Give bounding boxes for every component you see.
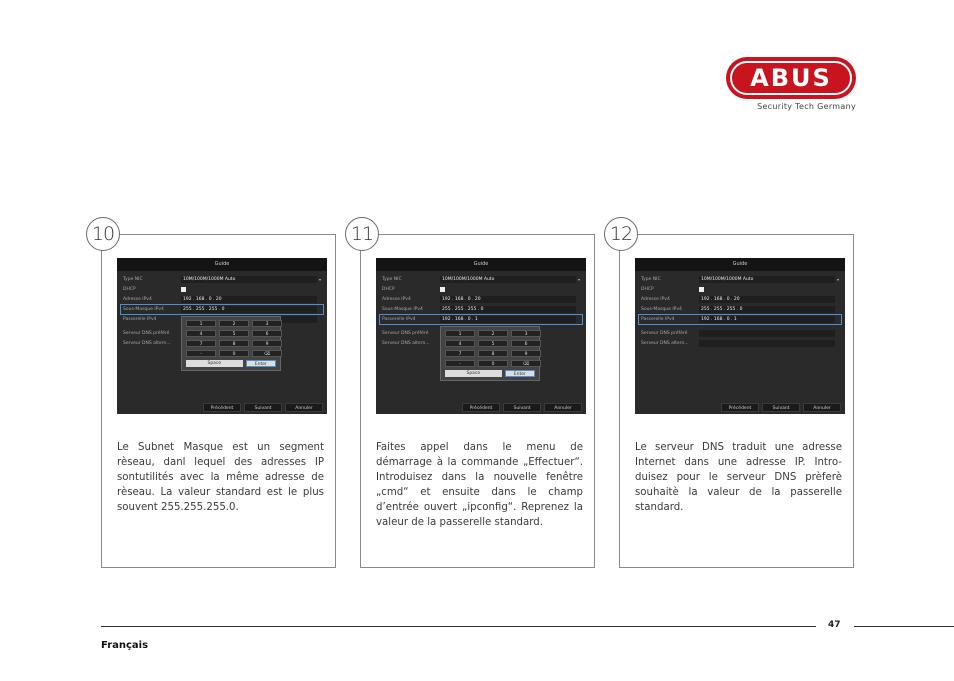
cancel-button[interactable]: Annuler (803, 403, 841, 412)
space-key[interactable]: Space (445, 370, 502, 377)
dhcp-checkbox[interactable] (181, 287, 186, 292)
row-dns-pref[interactable]: Serveur DNS préféré (639, 329, 841, 338)
backspace-icon[interactable]: ⌫ (252, 350, 282, 357)
key-6[interactable]: 6 (252, 330, 282, 337)
space-key[interactable]: Space (186, 360, 243, 367)
previous-button[interactable]: Précédent (462, 403, 500, 412)
key-8[interactable]: 8 (219, 340, 249, 347)
abus-logo (726, 57, 856, 111)
row-dns-alt[interactable]: Serveur DNS altern... (123, 341, 171, 346)
key-9[interactable]: 9 (252, 340, 282, 347)
key-1[interactable]: 1 (186, 320, 216, 327)
screen-title: Guide (376, 258, 586, 271)
step-panel-10 (91, 223, 336, 568)
logo-oval (726, 57, 856, 99)
key-9[interactable]: 9 (511, 350, 541, 357)
step-number: 11 (345, 217, 379, 251)
next-button[interactable]: Suivant (503, 403, 541, 412)
enter-key[interactable]: Enter (505, 370, 535, 377)
screen-title: Guide (635, 258, 845, 271)
key-dash[interactable]: - (445, 360, 475, 367)
key-4[interactable]: 4 (186, 330, 216, 337)
step-panel-12 (609, 223, 854, 568)
screen-buttons (721, 403, 841, 412)
key-5[interactable]: 5 (478, 340, 508, 347)
dvr-screen (117, 258, 327, 414)
row-dns-pref[interactable]: Serveur DNS préféré (123, 331, 170, 336)
step-description: Faites appel dans le menu de démarrage à la commande „Effectuer“. Introduisez dans la nouvelle fenêtre „cmd“ et ensuite dans le champ d’entrée ouvert „ipconfig“. Reprenez la valeur de la passerelle standard. (376, 442, 583, 528)
row-gateway[interactable]: Passerelle IPv4 192 . 168 . 0 . 1 (380, 315, 582, 324)
key-7[interactable]: 7 (445, 350, 475, 357)
key-8[interactable]: 8 (478, 350, 508, 357)
row-ipv4[interactable]: Adresse IPv4 192 . 168 . 0 . 20 (639, 295, 841, 304)
next-button[interactable]: Suivant (762, 403, 800, 412)
key-0[interactable]: 0 (219, 350, 249, 357)
row-nic-type[interactable]: Type NIC 10M/100M/1000M Auto ▾ (641, 277, 839, 282)
row-subnet[interactable]: Sous-Masque IPv4 255 . 255 . 255 . 0 (639, 305, 841, 314)
previous-button[interactable]: Précédent (721, 403, 759, 412)
row-ipv4[interactable]: Adresse IPv4 192 . 168 . 0 . 20 (121, 295, 323, 304)
dhcp-checkbox[interactable] (699, 287, 704, 292)
cancel-button[interactable]: Annuler (544, 403, 582, 412)
row-dns-alt[interactable]: Serveur DNS altern... (382, 341, 430, 346)
screen-title: Guide (117, 258, 327, 271)
step-panel-11 (350, 223, 595, 568)
cancel-button[interactable]: Annuler (285, 403, 323, 412)
row-dhcp[interactable]: DHCP (121, 285, 323, 294)
page-number: 47 (828, 620, 841, 630)
footer-rule (101, 626, 816, 627)
key-7[interactable]: 7 (186, 340, 216, 347)
logo-tagline: Security Tech Germany (757, 102, 856, 111)
key-2[interactable]: 2 (219, 320, 249, 327)
key-6[interactable]: 6 (511, 340, 541, 347)
key-0[interactable]: 0 (478, 360, 508, 367)
logo-brand: ABUS (750, 64, 832, 92)
row-ipv4[interactable]: Adresse IPv4 192 . 168 . 0 . 20 (380, 295, 582, 304)
key-3[interactable]: 3 (252, 320, 282, 327)
key-4[interactable]: 4 (445, 340, 475, 347)
footer-rule (854, 626, 954, 627)
step-number: 12 (604, 217, 638, 251)
backspace-icon[interactable]: ⌫ (511, 360, 541, 367)
dropdown-arrow-icon: ▾ (318, 277, 321, 282)
numpad (181, 316, 281, 371)
row-dns-pref[interactable]: Serveur DNS préféré (382, 331, 429, 336)
dropdown-arrow-icon: ▾ (836, 277, 839, 282)
screen-buttons (462, 403, 582, 412)
screen-buttons (203, 403, 323, 412)
dhcp-checkbox[interactable] (440, 287, 445, 292)
row-gateway[interactable]: Passerelle IPv4 (121, 315, 323, 324)
next-button[interactable]: Suivant (244, 403, 282, 412)
row-dhcp[interactable]: DHCP (380, 285, 582, 294)
row-subnet[interactable]: Sous-Masque IPv4 255 . 255 . 255 . 0 (121, 305, 323, 314)
key-5[interactable]: 5 (219, 330, 249, 337)
row-nic-type[interactable]: Type NIC 10M/100M/1000M Auto ▾ (382, 277, 580, 282)
key-2[interactable]: 2 (478, 330, 508, 337)
key-3[interactable]: 3 (511, 330, 541, 337)
dvr-screen (376, 258, 586, 414)
language-label: Français (101, 640, 149, 651)
dropdown-arrow-icon: ▾ (577, 277, 580, 282)
row-dhcp[interactable]: DHCP (639, 285, 841, 294)
dvr-screen (635, 258, 845, 414)
row-dns-alt[interactable]: Serveur DNS altern... (639, 339, 841, 348)
row-gateway[interactable]: Passerelle IPv4 192 . 168 . 0 . 1 (639, 315, 841, 324)
key-dash[interactable]: - (186, 350, 216, 357)
numpad (440, 326, 540, 381)
row-subnet[interactable]: Sous-Masque IPv4 255 . 255 . 255 . 0 (380, 305, 582, 314)
step-description: Le serveur DNS traduit une adresse Internet dans une adresse IP. Intro-duisez pour le serveur DNS prèferè souhaitè la valeur de la passerelle standard. (635, 442, 842, 513)
key-1[interactable]: 1 (445, 330, 475, 337)
row-nic-type[interactable]: Type NIC 10M/100M/1000M Auto ▾ (123, 277, 321, 282)
step-description: Le Subnet Masque est un segment rèseau, danl lequel des adresses IP sontutilités avec la même adresse de rèseau. La valeur standard est le plus souvent 255.255.255.0. (117, 442, 324, 513)
step-number: 10 (86, 217, 120, 251)
enter-key[interactable]: Enter (246, 360, 276, 367)
previous-button[interactable]: Précédent (203, 403, 241, 412)
